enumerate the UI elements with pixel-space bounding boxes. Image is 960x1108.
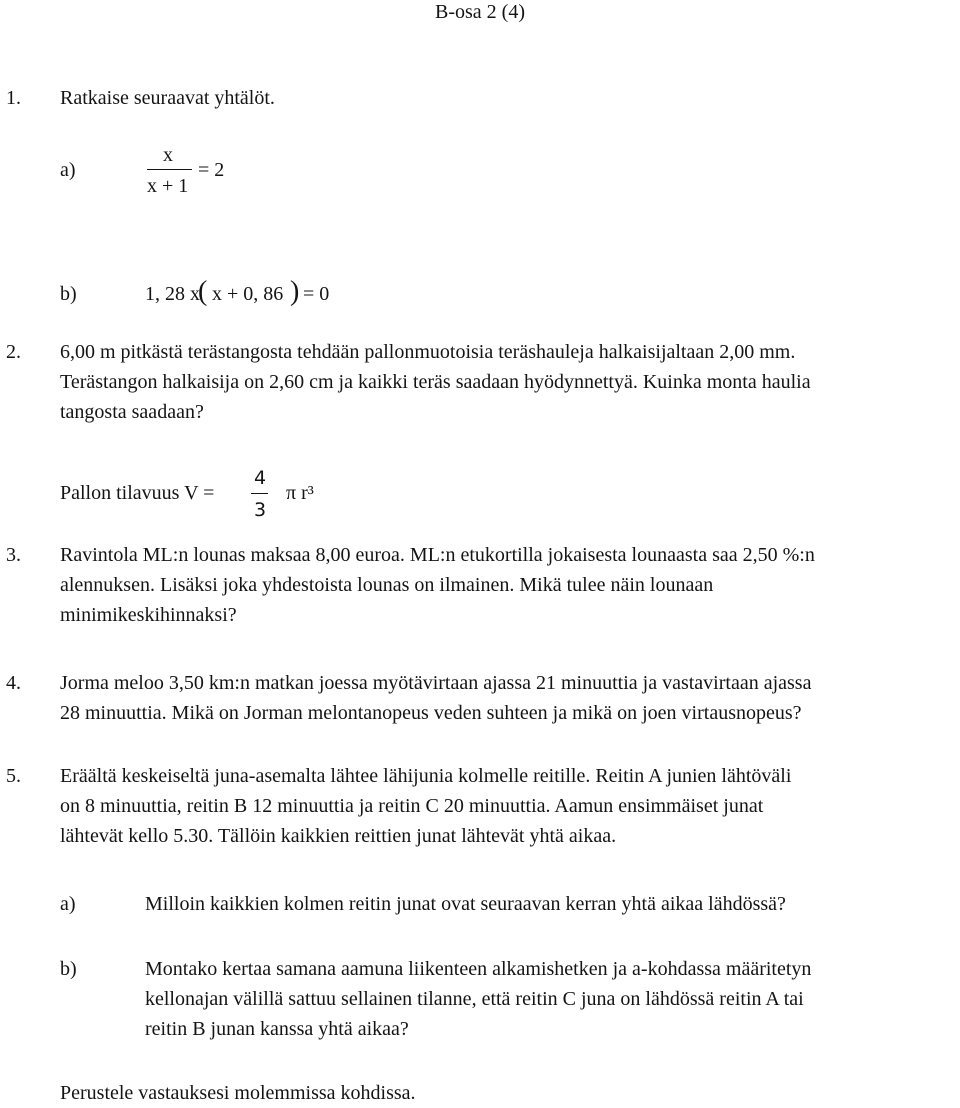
page-title: B-osa 2 (4) xyxy=(435,1,525,23)
q1b-inner: x + 0, 86 xyxy=(212,283,284,305)
q5b-text xyxy=(145,954,811,1044)
q2-line: tangosta saadaan? xyxy=(60,401,204,423)
question-1-text: Ratkaise seuraavat yhtälöt. xyxy=(60,87,275,109)
volume-formula-denominator: 3 xyxy=(254,499,267,521)
question-5-text xyxy=(60,761,958,851)
q5b-line: kellonajan välillä sattuu sellainen tilanne, että reitin C juna on lähdössä reitin A tai xyxy=(145,988,804,1010)
q4-line: 28 minuuttia. Mikä on Jorman melontanopeus veden suhteen ja mikä on joen virtausnopeus? xyxy=(60,702,802,724)
question-2-number: 2. xyxy=(6,341,21,363)
q1a-numerator: x xyxy=(163,144,173,166)
q5b-line: reitin B junan kanssa yhtä aikaa? xyxy=(145,1018,409,1040)
q1a-equals: = 2 xyxy=(198,159,225,181)
volume-formula-rest: π r³ xyxy=(286,482,314,504)
question-3-text xyxy=(60,540,958,630)
q5-line: lähtevät kello 5.30. Tällöin kaikkien reittien junat lähtevät yhtä aikaa. xyxy=(60,825,617,847)
q4-line: Jorma meloo 3,50 km:n matkan joessa myötävirtaan ajassa 21 minuuttia ja vastavirtaan ajassa xyxy=(60,672,812,694)
q5-footer: Perustele vastauksesi molemmissa kohdissa. xyxy=(60,1082,416,1104)
q1b-label: b) xyxy=(60,283,77,305)
q5b-label: b) xyxy=(60,958,77,980)
q1b-paren-close: ) xyxy=(290,276,300,307)
question-4-text xyxy=(60,668,958,728)
volume-formula-fraction-line xyxy=(251,493,268,494)
q1b-coefficient: 1, 28 x xyxy=(145,283,200,305)
question-1-number: 1. xyxy=(6,87,21,109)
q5b-line: Montako kertaa samana aamuna liikenteen alkamishetken ja a-kohdassa määritetyn xyxy=(145,958,812,980)
question-5-number: 5. xyxy=(6,765,21,787)
q1a-fraction-line xyxy=(147,169,192,170)
q5a-label: a) xyxy=(60,893,76,915)
q2-line: 6,00 m pitkästä terästangosta tehdään pallonmuotoisia teräshauleja halkaisijaltaan 2,00 mm. xyxy=(60,341,796,363)
q3-line: Ravintola ML:n lounas maksaa 8,00 euroa. ML:n etukortilla jokaisesta lounaasta saa 2,50 %:n xyxy=(60,544,815,566)
q5a-text: Milloin kaikkien kolmen reitin junat ovat seuraavan kerran yhtä aikaa lähdössä? xyxy=(145,893,786,915)
q1b-equals: = 0 xyxy=(303,283,330,305)
volume-formula-label: Pallon tilavuus V = xyxy=(60,482,215,504)
question-3-number: 3. xyxy=(6,544,21,566)
question-2-text xyxy=(60,337,958,427)
q5-line: Eräältä keskeiseltä juna-asemalta lähtee lähijunia kolmelle reitille. Reitin A junien lähtöväli xyxy=(60,765,792,787)
q3-line: alennuksen. Lisäksi joka yhdestoista lounas on ilmainen. Mikä tulee näin lounaan xyxy=(60,574,714,596)
q2-line: Terästangon halkaisija on 2,60 cm ja kaikki teräs saadaan hyödynnettyä. Kuinka monta haulia xyxy=(60,371,811,393)
q3-line: minimikeskihinnaksi? xyxy=(60,604,237,626)
q1a-denominator: x + 1 xyxy=(147,175,189,197)
q1a-label: a) xyxy=(60,159,76,181)
volume-formula-numerator: 4 xyxy=(254,467,267,489)
q1b-paren-open: ( xyxy=(198,276,208,307)
question-4-number: 4. xyxy=(6,672,21,694)
q5-line: on 8 minuuttia, reitin B 12 minuuttia ja reitin C 20 minuuttia. Aamun ensimmäiset junat xyxy=(60,795,764,817)
